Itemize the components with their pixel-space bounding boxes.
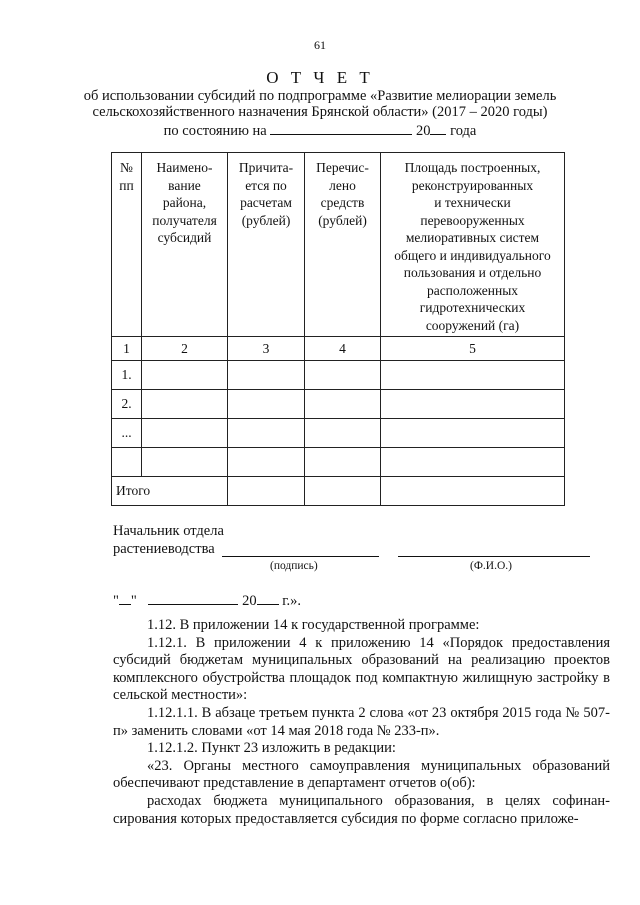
year-blank xyxy=(430,120,446,135)
column-number-row xyxy=(112,337,565,361)
paragraph: 1.12.1. В приложении 4 к приложению 14 «Порядок предоставления субсидий бюджетам муниципальных образований на реализацию проектов комплексного обустройства площадок под компактную жилищную застройку в сельской местности»: xyxy=(113,634,610,704)
signature-title-line2: растениеводства xyxy=(113,541,215,557)
column-number: 3 xyxy=(228,337,305,361)
as-of-date-line xyxy=(0,120,640,140)
total-label: Итого xyxy=(112,477,228,506)
signature-caption: (подпись) xyxy=(270,560,318,572)
header-area: Площадь построенных, реконструированных и технически перевооруженных мелиоративных систем общего и индивидуального пользования и отдельно расположенных гидротехнических сооружений (га) xyxy=(381,153,565,337)
month-blank xyxy=(148,590,238,605)
paragraph: 1.12.1.1. В абзаце третьем пункта 2 слова «от 23 октября 2015 года № 507-п» заменить словами «от 14 мая 2018 года № 233-п». xyxy=(113,704,610,739)
as-of-year-prefix: 20 xyxy=(415,123,431,139)
paragraph: 1.12.1.2. Пункт 23 изложить в редакции: xyxy=(147,740,396,757)
table-row xyxy=(112,390,565,419)
report-table xyxy=(111,152,565,506)
signature-title-line1: Начальник отдела xyxy=(113,523,224,539)
paragraph: «23. Органы местного самоуправления муниципальных образований обеспечивают представление в департамент отчетов о(об): xyxy=(113,757,610,792)
name-blank xyxy=(398,556,590,557)
header-transferred: Перечис- лено средств (рублей) xyxy=(305,153,381,337)
paragraph: расходах бюджета муниципального образования, в целях софинансирования которых предоставляется субсидия по форме согласно приложе- xyxy=(113,792,610,827)
column-number: 2 xyxy=(142,337,228,361)
header-due: Причита- ется по расчетам (рублей) xyxy=(228,153,305,337)
table-row xyxy=(112,419,565,448)
signature-blank xyxy=(222,556,379,557)
paragraph: 1.12. В приложении 14 к государственной программе: xyxy=(147,617,480,633)
as-of-prefix: по состоянию на xyxy=(163,123,267,139)
body-text xyxy=(113,617,610,828)
row-number: 1. xyxy=(112,361,142,390)
page-number: 61 xyxy=(314,38,326,52)
report-title: О Т Ч Е Т xyxy=(266,68,374,87)
as-of-year-suffix: года xyxy=(450,123,477,139)
report-subtitle-line1: об использовании субсидий по подпрограмме «Развитие мелиорации земель xyxy=(83,88,557,104)
column-number: 1 xyxy=(112,337,142,361)
table-row xyxy=(112,361,565,390)
header-number: № пп xyxy=(112,153,142,337)
table-header-row xyxy=(112,153,565,337)
table-row xyxy=(112,448,565,477)
report-subtitle-line2: сельскохозяйственного назначения Брянской области» (2017 – 2020 годы) xyxy=(92,104,548,120)
date-line: " " 20 г.». xyxy=(113,590,301,610)
header-district: Наимено- вание района, получателя субсидий xyxy=(142,153,228,337)
row-number xyxy=(112,448,142,477)
row-number: 2. xyxy=(112,390,142,419)
total-row xyxy=(112,477,565,506)
row-number: ... xyxy=(112,419,142,448)
name-caption: (Ф.И.О.) xyxy=(470,560,512,572)
column-number: 5 xyxy=(381,337,565,361)
date-blank xyxy=(270,120,412,135)
column-number: 4 xyxy=(305,337,381,361)
